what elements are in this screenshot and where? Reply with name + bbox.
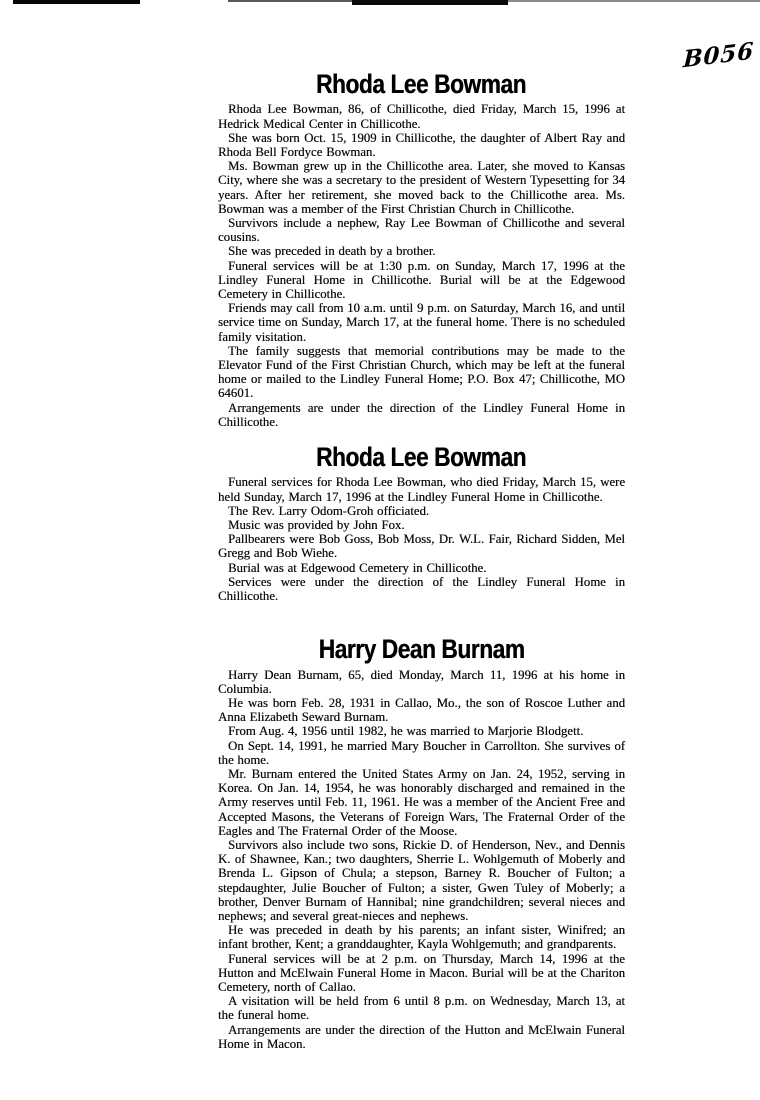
scan-artifact-bar — [508, 0, 760, 2]
obituary-paragraph: Music was provided by John Fox. — [228, 517, 405, 532]
obituary-title-text: Rhoda Lee Bowman — [316, 442, 527, 473]
obituary-paragraph: The family suggests that memorial contributions may be made to the Elevator Fund of the First Christian Church, which may be left at the funeral home or mailed to the Lindley Funeral Home; P.O. Box 47; Chillicothe, MO 64601. — [218, 343, 625, 401]
scan-artifact-bar — [228, 0, 352, 2]
obituary-paragraph: Survivors include a nephew, Ray Lee Bowman of Chillicothe and several cousins. — [218, 215, 625, 245]
obituary-paragraph: Ms. Bowman grew up in the Chillicothe area. Later, she moved to Kansas City, where she was a secretary to the president of Western Typesetting for 34 years. After her retirement, she moved back to the Chillicothe area. Ms. Bowman was a member of the First Christian Church in Chillicothe. — [218, 159, 625, 216]
obituary-column — [218, 70, 625, 1051]
obituary-paragraph: She was born Oct. 15, 1909 in Chillicothe, the daughter of Albert Ray and Rhoda Bell Fordyce Bowman. — [218, 130, 625, 159]
obituary-paragraph: Arrangements are under the direction of the Hutton and McElwain Funeral Home in Macon. — [218, 1022, 625, 1051]
obituary-title-text: Rhoda Lee Bowman — [316, 69, 527, 99]
scan-artifact-bar — [13, 0, 140, 4]
obituary-section — [218, 70, 625, 429]
obituary-paragraph: Funeral services will be at 1:30 p.m. on Sunday, March 17, 1996 at the Lindley Funeral Home in Chillicothe. Burial will be at the Edgewood Cemetery in Chillicothe. — [218, 258, 625, 301]
obituary-paragraph: Funeral services for Rhoda Lee Bowman, who died Friday, March 15, were held Sunday, March 17, 1996 at the Lindley Funeral Home in Chillicothe. — [218, 475, 625, 504]
obituary-section — [218, 635, 625, 1051]
obituary-section — [218, 443, 625, 603]
obituary-body — [218, 475, 625, 603]
obituary-paragraph: Arrangements are under the direction of the Lindley Funeral Home in Chillicothe. — [218, 400, 625, 429]
obituary-title — [218, 70, 625, 98]
scan-artifact-bar — [352, 0, 508, 5]
obituary-paragraph: A visitation will be held from 6 until 8 p.m. on Wednesday, March 13, at the funeral home. — [218, 994, 625, 1023]
obituary-paragraph: Burial was at Edgewood Cemetery in Chillicothe. — [228, 560, 487, 575]
obituary-paragraph: Friends may call from 10 a.m. until 9 p.m. on Saturday, March 16, and until service time on Sunday, March 17, at the funeral home. There is no scheduled family visitation. — [218, 301, 625, 344]
obituary-body — [218, 102, 625, 429]
obituary-paragraph: Funeral services will be at 2 p.m. on Thursday, March 14, 1996 at the Hutton and McElwain Funeral Home in Macon. Burial will be at the Chariton Cemetery, north of Callao. — [218, 951, 625, 994]
obituary-paragraph: On Sept. 14, 1991, he married Mary Boucher in Carrollton. She survives of the home. — [218, 738, 625, 767]
obituary-paragraph: He was born Feb. 28, 1931 in Callao, Mo., the son of Roscoe Luther and Anna Elizabeth Seward Burnam. — [218, 695, 625, 725]
obituary-body — [218, 668, 625, 1051]
obituary-paragraph: Survivors also include two sons, Rickie D. of Henderson, Nev., and Dennis K. of Shawnee, Kan.; two daughters, Sherrie L. Wohlgemuth of Moberly and Brenda L. Gipson of Chula; a stepson, Barney R. Boucher of Fulton; a stepdaughter, Julie Boucher of Fulton; a sister, Gwen Tuley of Moberly; a brother, Denver Burnam of Hannibal; nine grandchildren; several nieces and nephews; and several great-nieces and nephews. — [218, 837, 625, 923]
obituary-paragraph: She was preceded in death by a brother. — [228, 244, 436, 259]
obituary-paragraph: Harry Dean Burnam, 65, died Monday, March 11, 1996 at his home in Columbia. — [218, 667, 625, 696]
obituary-paragraph: Mr. Burnam entered the United States Army on Jan. 24, 1952, serving in Korea. On Jan. 14, 1954, he was honorably discharged and remained in the Army reserves until Feb. 11, 1961. He was a member of the Ancient Free and Accepted Masons, the Veterans of Foreign Wars, The Fraternal Order of the Eagles and The Fraternal Order of the Moose. — [218, 766, 625, 838]
obituary-paragraph: The Rev. Larry Odom-Groh officiated. — [228, 503, 430, 518]
obituary-title — [218, 635, 625, 663]
obituary-paragraph: Services were under the direction of the Lindley Funeral Home in Chillicothe. — [218, 574, 625, 603]
obituary-paragraph: He was preceded in death by his parents; an infant sister, Winifred; an infant brother, Kent; a granddaughter, Kayla Wohlgemuth; and grandparents. — [218, 923, 625, 952]
handwritten-code: B056 — [682, 37, 755, 74]
obituary-title — [218, 443, 625, 471]
obituary-paragraph: Rhoda Lee Bowman, 86, of Chillicothe, died Friday, March 15, 1996 at Hedrick Medical Center in Chillicothe. — [218, 102, 625, 131]
obituary-paragraph: Pallbearers were Bob Goss, Bob Moss, Dr. W.L. Fair, Richard Sidden, Mel Gregg and Bob Wiehe. — [218, 532, 625, 561]
obituary-title-text: Harry Dean Burnam — [318, 634, 525, 665]
obituary-paragraph: From Aug. 4, 1956 until 1982, he was married to Marjorie Blodgett. — [228, 724, 584, 739]
